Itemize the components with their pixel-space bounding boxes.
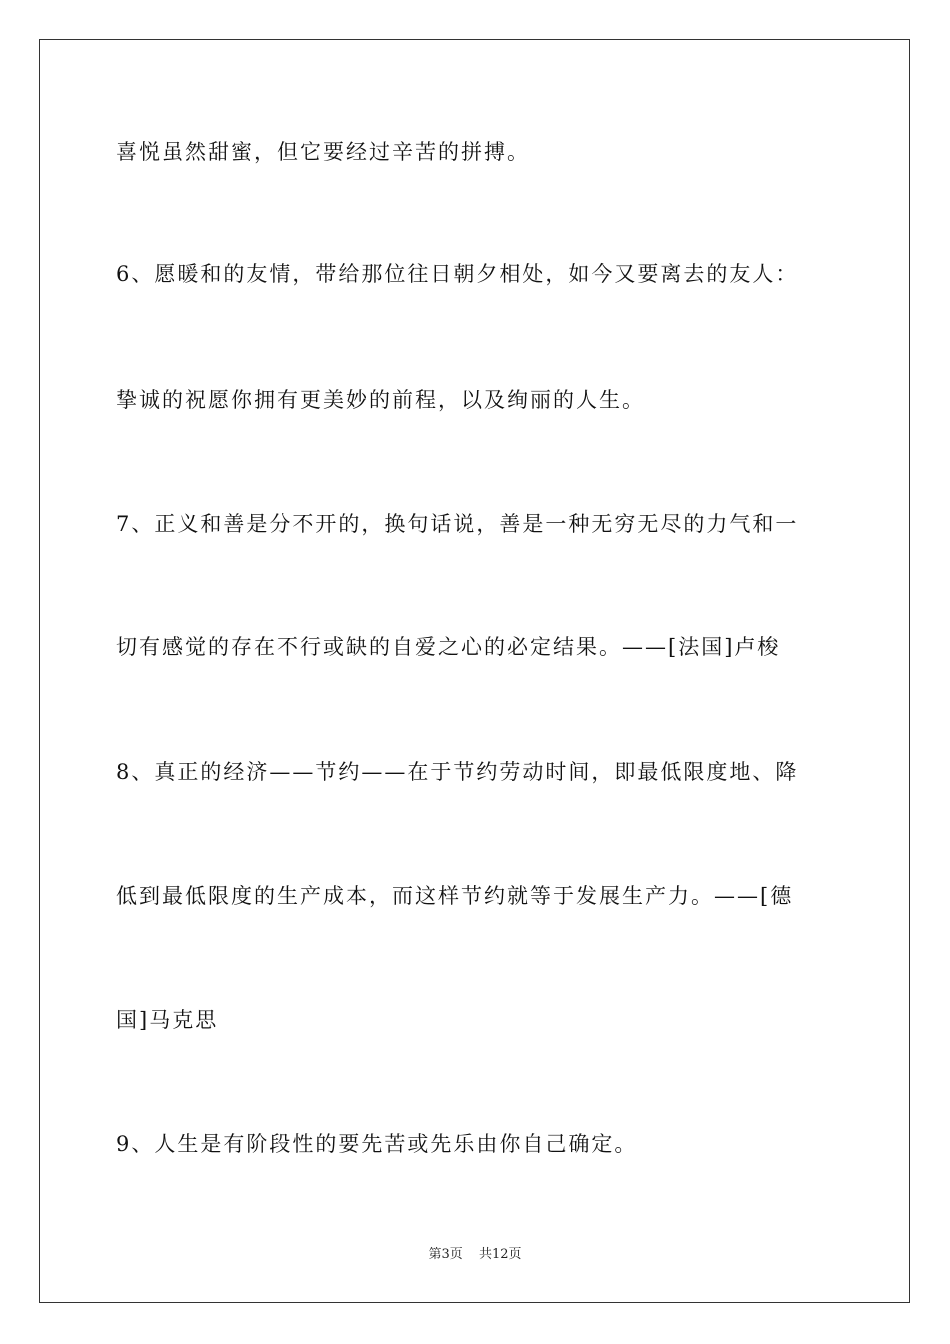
page-frame (39, 39, 910, 1303)
body-line-9: 9、人生是有阶段性的要先苦或先乐由你自己确定。 (116, 1132, 638, 1156)
body-line-2: 6、愿暖和的友情，带给那位往日朝夕相处，如今又要离去的友人： (116, 262, 799, 286)
body-line-4: 7、正义和善是分不开的，换句话说，善是一种无穷无尽的力气和一 (116, 512, 799, 536)
body-line-6: 8、真正的经济——节约——在于节约劳动时间，即最低限度地、降 (116, 760, 799, 784)
body-line-1: 喜悦虽然甜蜜，但它要经过辛苦的拼搏。 (116, 140, 530, 164)
body-line-7: 低到最低限度的生产成本，而这样节约就等于发展生产力。——[德 (116, 884, 794, 908)
page-footer (0, 1246, 950, 1264)
body-line-8: 国]马克思 (116, 1008, 219, 1032)
page-number-total: 共12页 (478, 1247, 522, 1262)
body-line-5: 切有感觉的存在不行或缺的自爱之心的必定结果。——[法国]卢梭 (116, 635, 781, 659)
body-line-3: 挚诚的祝愿你拥有更美妙的前程，以及绚丽的人生。 (116, 388, 645, 412)
page-number-current: 第3页 (428, 1247, 463, 1262)
